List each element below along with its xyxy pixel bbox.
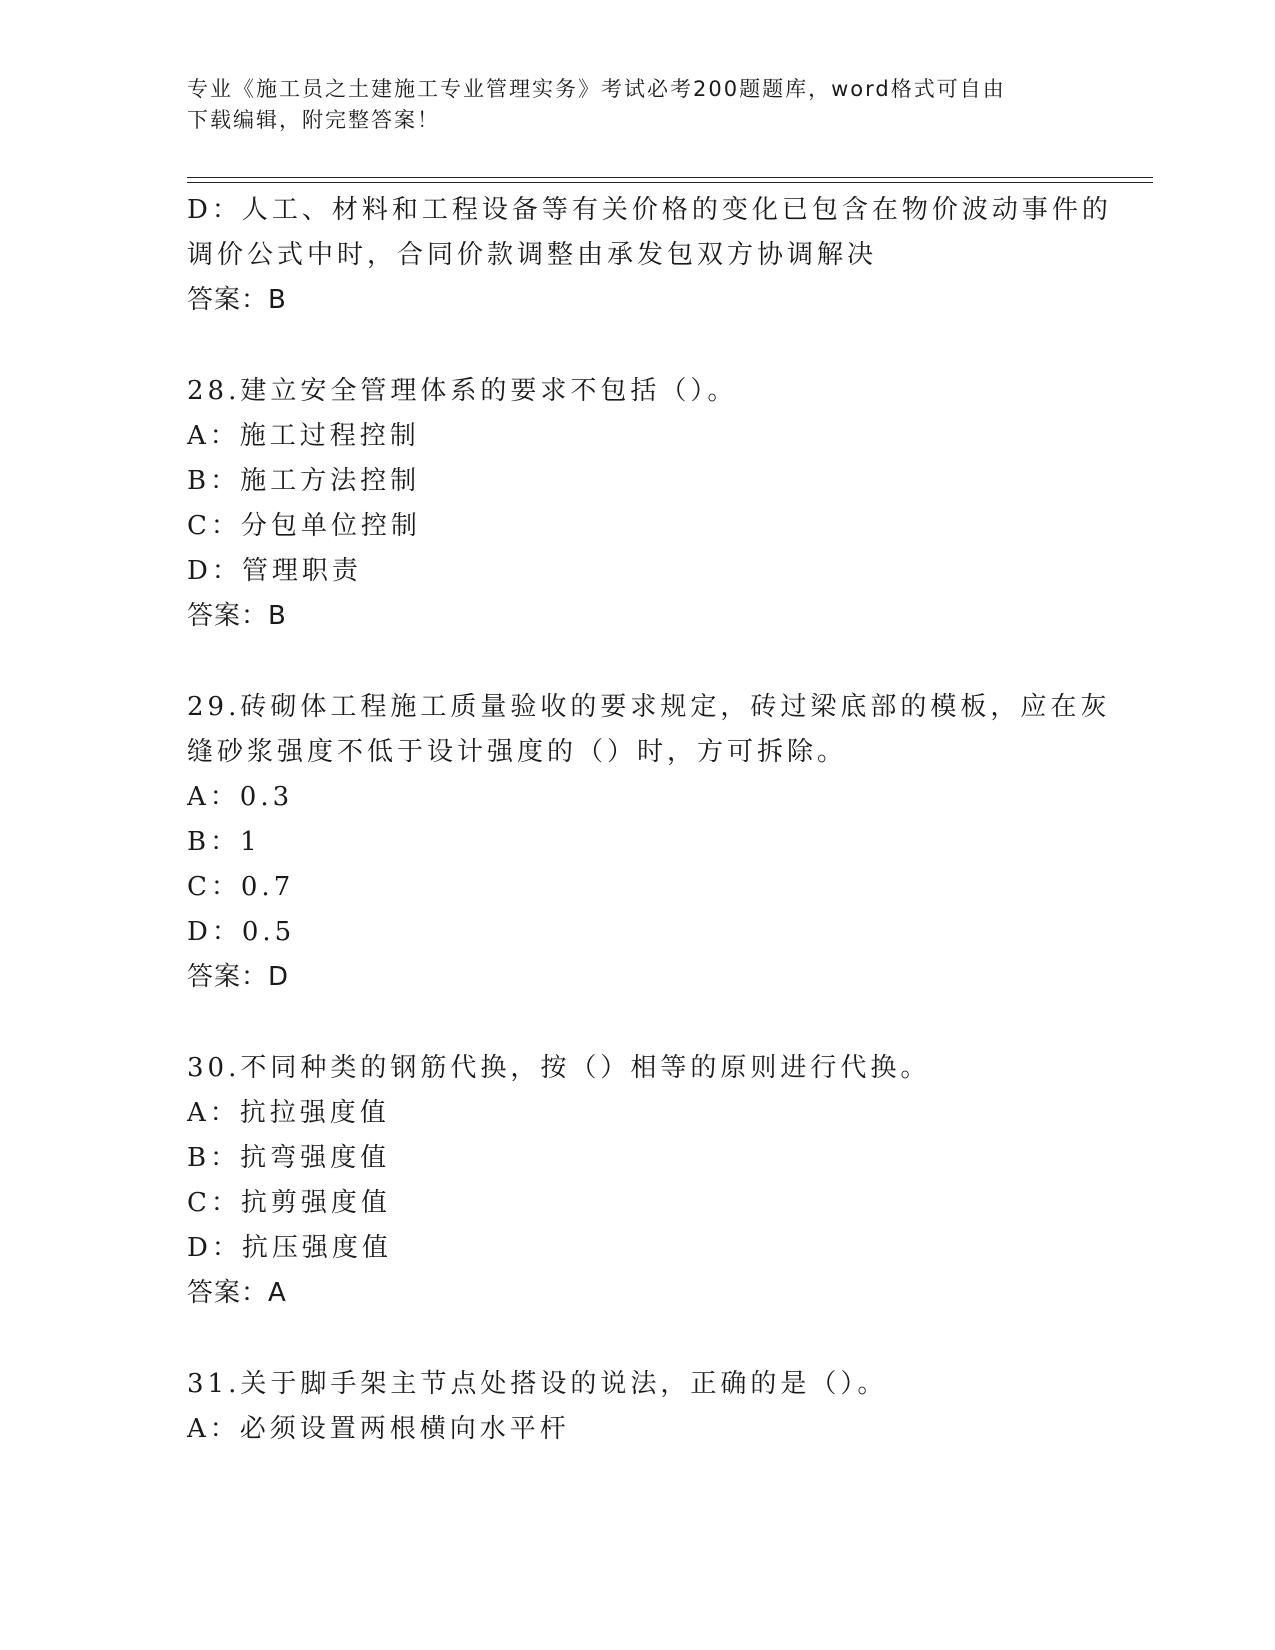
- option-a: A：0.3: [187, 782, 294, 812]
- question-stem: 30.不同种类的钢筋代换，按（）相等的原则进行代换。: [187, 1053, 931, 1083]
- option-d: D：抗压强度值: [187, 1233, 392, 1263]
- question-stem: 31.关于脚手架主节点处搭设的说法，正确的是（）。: [187, 1369, 888, 1399]
- option-a: A：抗拉强度值: [187, 1098, 390, 1128]
- question-28: [187, 369, 1077, 639]
- option-d: D：0.5: [187, 917, 296, 947]
- option-d: D：管理职责: [187, 556, 362, 586]
- option-c: C：抗剪强度值: [187, 1188, 391, 1218]
- page-header: [187, 74, 1067, 136]
- option-a: A：施工过程控制: [187, 421, 420, 451]
- option-b: B：1: [187, 827, 261, 857]
- option-b: B：抗弯强度值: [187, 1143, 391, 1173]
- option-b: B：施工方法控制: [187, 466, 421, 496]
- answer-line: 答案：B: [187, 601, 287, 631]
- option-a: A：必须设置两根横向水平杆: [187, 1414, 570, 1444]
- answer-line: 答案：B: [187, 285, 287, 315]
- header-rule-bottom: [187, 182, 1153, 183]
- question-27-continuation: [187, 188, 1112, 323]
- question-stem: 缝砂浆强度不低于设计强度的（）时，方可拆除。: [187, 737, 848, 767]
- header-rule-top: [187, 177, 1153, 178]
- question-31: [187, 1362, 1077, 1452]
- answer-line: 答案：D: [187, 962, 290, 992]
- header-line-2: 下载编辑，附完整答案！: [187, 108, 440, 132]
- option-c: C：0.7: [187, 872, 295, 902]
- option-c: C：分包单位控制: [187, 511, 421, 541]
- option-d-line: D：人工、材料和工程设备等有关价格的变化已包含在物价波动事件的: [187, 195, 1112, 225]
- question-stem: 28.建立安全管理体系的要求不包括（）。: [187, 376, 738, 406]
- question-30: [187, 1046, 1077, 1316]
- option-d-line: 调价公式中时，合同价款调整由承发包双方协调解决: [187, 240, 878, 270]
- answer-line: 答案：A: [187, 1278, 287, 1308]
- question-29: [187, 685, 1111, 1000]
- question-stem: 29.砖砌体工程施工质量验收的要求规定，砖过梁底部的模板，应在灰: [187, 692, 1111, 722]
- header-line-1: 专业《施工员之土建施工专业管理实务》考试必考200题题库，word格式可自由: [187, 77, 1006, 101]
- question-list: [187, 188, 1112, 1452]
